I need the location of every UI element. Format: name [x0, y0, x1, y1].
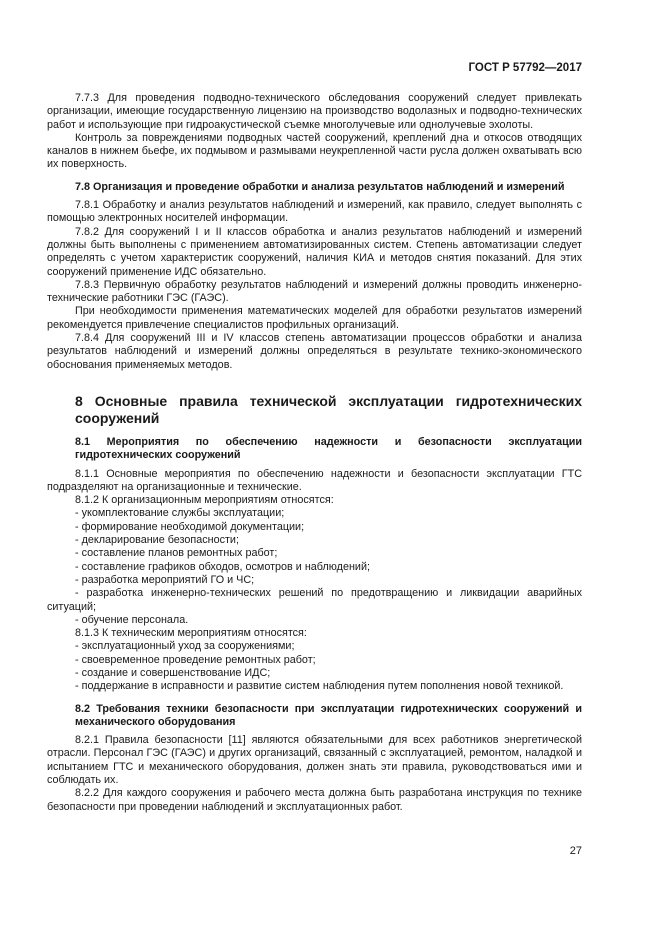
paragraph-7-7-3-control: Контроль за повреждениями подводных частей сооружений, креплений дна и откосов отводящих каналов в нижнем бьефе, их подмывом и размывами неукрепленной части русла должен охватывать всю их поверхность.	[47, 131, 582, 171]
paragraph-8-1-3: 8.1.3 К техническим мероприятиям относятся:	[75, 627, 307, 640]
section-8-heading: 8 Основные правила технической эксплуатации гидротехнических сооружений	[75, 392, 582, 426]
list-item: - составление графиков обходов, осмотров и наблюдений;	[75, 560, 370, 573]
list-item: - формирование необходимой документации;	[75, 520, 305, 533]
list-item: - обучение персонала.	[75, 613, 189, 626]
paragraph-7-8-2: 7.8.2 Для сооружений I и II классов обработка и анализ результатов наблюдений и измерений должны быть выполнены с применением автоматизированных систем. Степень автоматизации следует определять с учетом характеристик сооружений, наличия КИА и методов снятия показаний. Для этих сооружений применение ИДС обязательно.	[47, 225, 582, 278]
paragraph-7-8-3: 7.8.3 Первичную обработку результатов наблюдений и измерений должны проводить инженерно-технические работники ГЭС (ГАЭС).	[47, 278, 582, 305]
page-number: 27	[569, 845, 582, 857]
section-8-2-heading: 8.2 Требования техники безопасности при эксплуатации гидротехнических сооружений и механического оборудования	[75, 702, 582, 728]
paragraph-8-1-1: 8.1.1 Основные мероприятия по обеспечению надежности и безопасности эксплуатации ГТС подразделяют на организационные и технические.	[47, 467, 582, 493]
list-item: - создание и совершенствование ИДС;	[75, 666, 271, 679]
paragraph-8-1-2: 8.1.2 К организационным мероприятиям относятся:	[75, 494, 334, 507]
paragraph-7-8-3-models: При необходимости применения математических моделей для обработки результатов измерений рекомендуется привлечение специалистов профильных организаций.	[47, 305, 582, 331]
paragraph-8-2-2: 8.2.2 Для каждого сооружения и рабочего места должна быть разработана инструкция по технике безопасности при проведении наблюдений и эксплуатационных работ.	[47, 787, 582, 813]
list-item: - поддержание в исправности и развитие систем наблюдения путем пополнения новой техникой.	[75, 680, 564, 693]
list-item: - декларирование безопасности;	[75, 534, 239, 547]
list-item: - укомплектование службы эксплуатации;	[75, 507, 285, 520]
document-code-header: ГОСТ Р 57792—2017	[468, 62, 582, 74]
section-8-1-heading: 8.1 Мероприятия по обеспечению надежности и безопасности эксплуатации гидротехнических сооружений	[75, 435, 582, 462]
paragraph-8-2-1: 8.2.1 Правила безопасности [11] являются обязательными для всех работников энергетической отрасли. Персонал ГЭС (ГАЭС) и других организаций, связанный с эксплуатацией, ремонтом, наладкой и испытанием ГТС и механического оборудования, должен знать эти правила, руководствоваться ими и соблюдать их.	[47, 734, 582, 787]
paragraph-7-7-3: 7.7.3 Для проведения подводно-технического обследования сооружений следует привлекать организации, имеющие государственную лицензию на производство водолазных и подводно-технических работ и использующие при гидроакустической съемке многолучевые или однолучевые эхолоты.	[47, 92, 582, 131]
section-7-8-heading: 7.8 Организация и проведение обработки и анализа результатов наблюдений и измерений	[75, 180, 565, 193]
list-item: - своевременное проведение ремонтных работ;	[75, 653, 316, 666]
paragraph-7-8-4: 7.8.4 Для сооружений III и IV классов степень автоматизации процессов обработки и анализа результатов наблюдений и измерений должны определяться в результате технико-экономического обоснования применяемых методов.	[47, 332, 582, 371]
list-item: - составление планов ремонтных работ;	[75, 547, 278, 560]
list-item: - разработка мероприятий ГО и ЧС;	[75, 573, 255, 586]
paragraph-7-8-1: 7.8.1 Обработку и анализ результатов наблюдений и измерений, как правило, следует выполнять с помощью электронных носителей информации.	[47, 199, 582, 225]
page-body	[47, 92, 582, 814]
list-item: - эксплуатационный уход за сооружениями;	[75, 640, 295, 653]
list-item: - разработка инженерно-технических решений по предотвращению и ликвидации аварийных ситуаций;	[47, 587, 582, 613]
